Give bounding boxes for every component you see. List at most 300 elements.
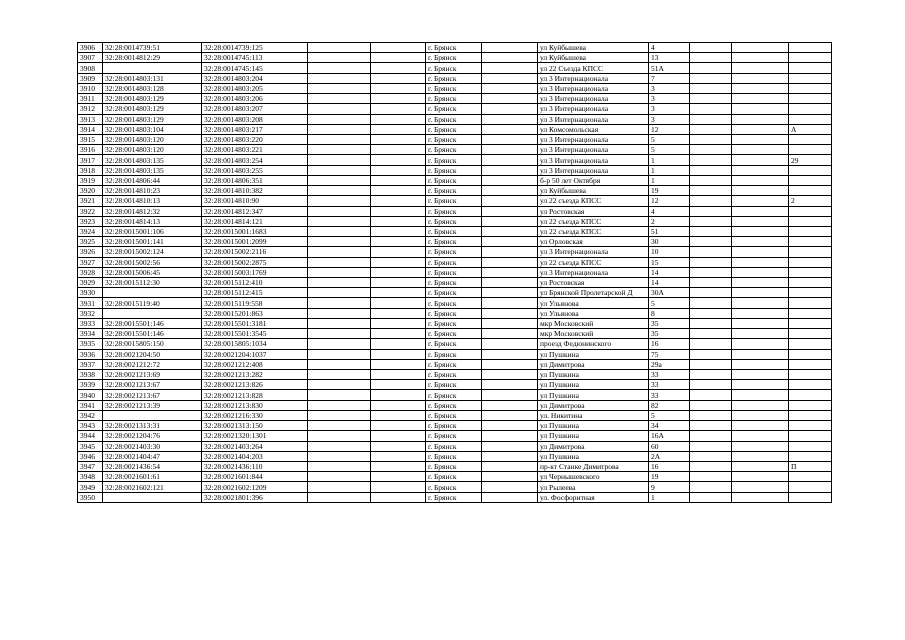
cell-blank-column-5 [371,359,426,369]
cell-parcel-cadastral-number: 32:28:0021403:30 [103,441,202,451]
cell-blank-column-10 [690,216,732,226]
cell-object-cadastral-number: 32:28:0021213:282 [202,370,308,380]
table-row [78,73,832,83]
cell-parcel-cadastral-number: 32:28:0014803:129 [103,94,202,104]
cell-blank-column-5 [371,278,426,288]
cell-object-cadastral-number: 32:28:0014814:121 [202,216,308,226]
cell-letter [789,104,832,114]
cell-row-number: 3915 [78,134,103,144]
cell-parcel-cadastral-number: 32:28:0015112:30 [103,278,202,288]
cell-blank-column-10 [690,298,732,308]
cell-house-number: 1 [649,165,690,175]
table-row [78,472,832,482]
cell-letter [789,53,832,63]
cell-row-number: 3945 [78,441,103,451]
cell-parcel-cadastral-number: 32:28:0021204:50 [103,349,202,359]
cell-blank-column-7 [482,492,538,502]
cell-letter [789,329,832,339]
cell-street: ул Ульянова [538,308,649,318]
cell-city: г. Брянск [426,196,482,206]
cell-blank-column-11 [732,53,789,63]
cell-blank-column-7 [482,400,538,410]
cell-blank-column-4 [308,53,371,63]
cell-letter [789,94,832,104]
cell-street: ул. Никитина [538,410,649,420]
cell-blank-column-7 [482,226,538,236]
cell-blank-column-10 [690,73,732,83]
cell-blank-column-5 [371,114,426,124]
cell-blank-column-7 [482,73,538,83]
cell-street: ул 22 съезда КПСС [538,216,649,226]
cell-letter [789,186,832,196]
cell-blank-column-4 [308,359,371,369]
cell-parcel-cadastral-number: 32:28:0021313:31 [103,421,202,431]
cell-row-number: 3937 [78,359,103,369]
cell-object-cadastral-number: 32:28:0021216:330 [202,410,308,420]
table-row [78,165,832,175]
cell-blank-column-11 [732,370,789,380]
cell-blank-column-10 [690,124,732,134]
cell-object-cadastral-number: 32:28:0021404:203 [202,451,308,461]
cell-blank-column-7 [482,359,538,369]
cell-object-cadastral-number: 32:28:0015002:2116 [202,247,308,257]
cell-row-number: 3923 [78,216,103,226]
cell-blank-column-4 [308,43,371,53]
cell-parcel-cadastral-number: 32:28:0014803:135 [103,155,202,165]
cell-blank-column-4 [308,370,371,380]
cell-blank-column-4 [308,237,371,247]
cell-row-number: 3947 [78,461,103,471]
cell-parcel-cadastral-number: 32:28:0014812:32 [103,206,202,216]
cell-parcel-cadastral-number: 32:28:0021204:76 [103,431,202,441]
cell-city: г. Брянск [426,226,482,236]
cell-letter [789,390,832,400]
cell-blank-column-4 [308,451,371,461]
cell-blank-column-7 [482,165,538,175]
cell-street: ул 3 Интернационала [538,155,649,165]
cell-letter [789,400,832,410]
cell-blank-column-4 [308,155,371,165]
cell-house-number: 2А [649,451,690,461]
cell-house-number: 30 [649,237,690,247]
cell-street: ул Чернышевского [538,472,649,482]
cell-street: ул Пушкина [538,349,649,359]
cell-blank-column-5 [371,257,426,267]
table-row [78,134,832,144]
cell-city: г. Брянск [426,73,482,83]
cell-city: г. Брянск [426,186,482,196]
cell-house-number: 33 [649,370,690,380]
cell-city: г. Брянск [426,349,482,359]
cell-city: г. Брянск [426,165,482,175]
table-row [78,83,832,93]
cell-house-number: 5 [649,145,690,155]
table-row [78,145,832,155]
cell-row-number: 3949 [78,482,103,492]
cell-street: ул 3 Интернационала [538,94,649,104]
cell-letter [789,165,832,175]
cell-blank-column-10 [690,247,732,257]
cell-blank-column-10 [690,114,732,124]
cell-blank-column-11 [732,155,789,165]
table-row [78,370,832,380]
cell-blank-column-5 [371,186,426,196]
cell-blank-column-11 [732,278,789,288]
cell-house-number: 3 [649,114,690,124]
cell-blank-column-4 [308,257,371,267]
cell-blank-column-11 [732,380,789,390]
cell-city: г. Брянск [426,278,482,288]
cell-house-number: 82 [649,400,690,410]
cell-street: ул 22 съезда КПСС [538,226,649,236]
cell-blank-column-7 [482,288,538,298]
cell-blank-column-4 [308,114,371,124]
cell-blank-column-11 [732,165,789,175]
cell-letter [789,451,832,461]
cell-house-number: 3 [649,104,690,114]
cell-letter [789,472,832,482]
cell-row-number: 3934 [78,329,103,339]
cell-letter [789,288,832,298]
cell-blank-column-10 [690,329,732,339]
cell-blank-column-5 [371,196,426,206]
cell-blank-column-7 [482,63,538,73]
cell-blank-column-5 [371,410,426,420]
cell-blank-column-4 [308,441,371,451]
cell-blank-column-10 [690,175,732,185]
cell-parcel-cadastral-number: 32:28:0015001:141 [103,237,202,247]
cell-object-cadastral-number: 32:28:0014803:208 [202,114,308,124]
cell-letter [789,441,832,451]
cell-letter [789,257,832,267]
cell-blank-column-7 [482,145,538,155]
cell-blank-column-5 [371,482,426,492]
cell-object-cadastral-number: 32:28:0021601:844 [202,472,308,482]
cell-blank-column-7 [482,237,538,247]
cell-letter [789,83,832,93]
cell-street: ул. Фосфоритная [538,492,649,502]
cell-city: г. Брянск [426,83,482,93]
cell-blank-column-10 [690,482,732,492]
cell-city: г. Брянск [426,63,482,73]
cell-house-number: 19 [649,472,690,482]
cell-city: г. Брянск [426,359,482,369]
cell-object-cadastral-number: 32:28:0021801:396 [202,492,308,502]
cell-row-number: 3932 [78,308,103,318]
cell-blank-column-7 [482,53,538,63]
cell-parcel-cadastral-number: 32:28:0014812:29 [103,53,202,63]
cell-blank-column-10 [690,390,732,400]
cell-object-cadastral-number: 32:28:0015201:863 [202,308,308,318]
cell-object-cadastral-number: 32:28:0014803:255 [202,165,308,175]
cell-row-number: 3935 [78,339,103,349]
cell-house-number: 35 [649,318,690,328]
cell-blank-column-7 [482,318,538,328]
cell-blank-column-4 [308,308,371,318]
cell-parcel-cadastral-number: 32:28:0021213:67 [103,380,202,390]
cell-letter [789,247,832,257]
cell-object-cadastral-number: 32:28:0014745:113 [202,53,308,63]
cell-row-number: 3909 [78,73,103,83]
cell-object-cadastral-number: 32:28:0014803:205 [202,83,308,93]
cell-parcel-cadastral-number: 32:28:0014803:131 [103,73,202,83]
cell-row-number: 3922 [78,206,103,216]
cell-house-number: 15 [649,257,690,267]
table-row [78,278,832,288]
cell-blank-column-4 [308,83,371,93]
cell-parcel-cadastral-number: 32:28:0015001:106 [103,226,202,236]
table-row [78,298,832,308]
cell-parcel-cadastral-number [103,63,202,73]
cell-letter [789,482,832,492]
cell-object-cadastral-number: 32:28:0015001:1683 [202,226,308,236]
cell-city: г. Брянск [426,206,482,216]
cell-blank-column-4 [308,400,371,410]
cell-row-number: 3929 [78,278,103,288]
cell-letter [789,339,832,349]
cell-blank-column-4 [308,329,371,339]
cell-object-cadastral-number: 32:28:0021403:264 [202,441,308,451]
cell-blank-column-4 [308,431,371,441]
table-row [78,461,832,471]
cell-blank-column-4 [308,206,371,216]
cell-blank-column-4 [308,267,371,277]
cell-blank-column-7 [482,83,538,93]
cell-blank-column-11 [732,226,789,236]
cell-letter [789,421,832,431]
cell-house-number: 33 [649,380,690,390]
cell-street: ул Димитрова [538,441,649,451]
cell-blank-column-10 [690,165,732,175]
table-row [78,43,832,53]
cell-parcel-cadastral-number: 32:28:0021404:47 [103,451,202,461]
cell-blank-column-4 [308,288,371,298]
cell-blank-column-5 [371,461,426,471]
cell-blank-column-7 [482,339,538,349]
cell-house-number: 51А [649,63,690,73]
cell-blank-column-11 [732,73,789,83]
cell-blank-column-10 [690,206,732,216]
registry-table-body [78,43,832,503]
cell-object-cadastral-number: 32:28:0015119:558 [202,298,308,308]
table-row [78,247,832,257]
cell-blank-column-5 [371,206,426,216]
cell-blank-column-4 [308,73,371,83]
table-row [78,308,832,318]
table-row [78,441,832,451]
cell-city: г. Брянск [426,390,482,400]
cell-blank-column-7 [482,155,538,165]
cell-blank-column-11 [732,441,789,451]
cell-blank-column-10 [690,380,732,390]
cell-blank-column-7 [482,421,538,431]
table-row [78,390,832,400]
cell-city: г. Брянск [426,216,482,226]
cell-street: ул 22 съезда КПСС [538,196,649,206]
cell-blank-column-5 [371,94,426,104]
cell-city: г. Брянск [426,461,482,471]
cell-blank-column-4 [308,196,371,206]
cell-blank-column-10 [690,155,732,165]
cell-blank-column-7 [482,298,538,308]
cell-house-number: 33 [649,390,690,400]
cell-blank-column-4 [308,278,371,288]
cell-house-number: 9 [649,482,690,492]
cell-blank-column-7 [482,441,538,451]
cell-blank-column-5 [371,267,426,277]
table-row [78,339,832,349]
cell-blank-column-11 [732,43,789,53]
cell-row-number: 3925 [78,237,103,247]
cell-parcel-cadastral-number: 32:28:0014803:135 [103,165,202,175]
cell-blank-column-11 [732,216,789,226]
cell-blank-column-10 [690,421,732,431]
cell-object-cadastral-number: 32:28:0014803:220 [202,134,308,144]
cell-blank-column-5 [371,349,426,359]
cell-blank-column-10 [690,43,732,53]
cell-city: г. Брянск [426,298,482,308]
cell-parcel-cadastral-number: 32:28:0015501:146 [103,329,202,339]
cell-blank-column-11 [732,257,789,267]
cell-blank-column-11 [732,349,789,359]
cell-object-cadastral-number: 32:28:0014803:206 [202,94,308,104]
cell-street: ул 3 Интернационала [538,83,649,93]
cell-house-number: 4 [649,206,690,216]
table-row [78,196,832,206]
cell-blank-column-11 [732,186,789,196]
cell-city: г. Брянск [426,94,482,104]
cell-city: г. Брянск [426,329,482,339]
cell-row-number: 3936 [78,349,103,359]
cell-blank-column-7 [482,267,538,277]
cell-row-number: 3912 [78,104,103,114]
cell-row-number: 3914 [78,124,103,134]
table-row [78,329,832,339]
cell-blank-column-5 [371,237,426,247]
cell-blank-column-5 [371,247,426,257]
cell-parcel-cadastral-number: 32:28:0014803:104 [103,124,202,134]
cell-blank-column-5 [371,472,426,482]
cell-object-cadastral-number: 32:28:0021602:1209 [202,482,308,492]
cell-house-number: 10 [649,247,690,257]
cell-blank-column-4 [308,165,371,175]
cell-blank-column-7 [482,196,538,206]
cell-letter: 29 [789,155,832,165]
table-row [78,482,832,492]
table-row [78,267,832,277]
cell-blank-column-7 [482,104,538,114]
cell-street: ул Брянской Пролетарской Д [538,288,649,298]
table-row [78,226,832,236]
cell-street: ул Ростовская [538,278,649,288]
cell-object-cadastral-number: 32:28:0014803:217 [202,124,308,134]
cell-blank-column-11 [732,196,789,206]
cell-house-number: 1 [649,492,690,502]
cell-blank-column-4 [308,472,371,482]
cell-blank-column-4 [308,145,371,155]
cell-row-number: 3921 [78,196,103,206]
cell-blank-column-10 [690,359,732,369]
cell-object-cadastral-number: 32:28:0021213:826 [202,380,308,390]
cell-parcel-cadastral-number: 32:28:0014810:13 [103,196,202,206]
cell-blank-column-10 [690,94,732,104]
cell-letter [789,359,832,369]
cell-city: г. Брянск [426,145,482,155]
cell-letter: П [789,461,832,471]
cell-blank-column-7 [482,390,538,400]
cell-street: ул 3 Интернационала [538,73,649,83]
cell-blank-column-10 [690,278,732,288]
cell-letter [789,73,832,83]
cell-blank-column-11 [732,431,789,441]
cell-letter [789,175,832,185]
cell-house-number: 5 [649,134,690,144]
cell-blank-column-5 [371,145,426,155]
cell-blank-column-10 [690,441,732,451]
cell-parcel-cadastral-number: 32:28:0015119:40 [103,298,202,308]
cell-house-number: 3 [649,83,690,93]
cell-blank-column-11 [732,206,789,216]
cell-city: г. Брянск [426,400,482,410]
table-row [78,206,832,216]
table-row [78,63,832,73]
cell-row-number: 3926 [78,247,103,257]
cell-object-cadastral-number: 32:28:0014739:125 [202,43,308,53]
cell-blank-column-4 [308,421,371,431]
cell-blank-column-10 [690,53,732,63]
cell-blank-column-11 [732,114,789,124]
cell-city: г. Брянск [426,482,482,492]
cell-letter [789,237,832,247]
cell-blank-column-5 [371,298,426,308]
cell-blank-column-11 [732,421,789,431]
cell-blank-column-10 [690,308,732,318]
cell-street: ул Рылеева [538,482,649,492]
cell-city: г. Брянск [426,134,482,144]
cell-object-cadastral-number: 32:28:0021436:110 [202,461,308,471]
cell-blank-column-11 [732,267,789,277]
cell-blank-column-7 [482,329,538,339]
cell-object-cadastral-number: 32:28:0015002:2875 [202,257,308,267]
table-row [78,318,832,328]
cell-parcel-cadastral-number: 32:28:0015006:45 [103,267,202,277]
cell-blank-column-11 [732,175,789,185]
cell-blank-column-11 [732,298,789,308]
cell-blank-column-11 [732,318,789,328]
cell-blank-column-11 [732,308,789,318]
cell-house-number: 16 [649,461,690,471]
cell-parcel-cadastral-number: 32:28:0021436:54 [103,461,202,471]
cell-blank-column-5 [371,451,426,461]
cell-blank-column-7 [482,43,538,53]
table-row [78,237,832,247]
cell-parcel-cadastral-number [103,492,202,502]
cell-blank-column-7 [482,247,538,257]
cell-blank-column-11 [732,482,789,492]
cell-blank-column-10 [690,370,732,380]
cell-street: б-р 50 лет Октября [538,175,649,185]
cell-house-number: 5 [649,298,690,308]
cell-city: г. Брянск [426,380,482,390]
cell-object-cadastral-number: 32:28:0021213:828 [202,390,308,400]
cell-house-number: 1 [649,175,690,185]
cell-object-cadastral-number: 32:28:0014803:204 [202,73,308,83]
cell-object-cadastral-number: 32:28:0015001:2099 [202,237,308,247]
cell-blank-column-4 [308,349,371,359]
cell-house-number: 34 [649,421,690,431]
cell-parcel-cadastral-number: 32:28:0021213:67 [103,390,202,400]
cell-blank-column-4 [308,94,371,104]
